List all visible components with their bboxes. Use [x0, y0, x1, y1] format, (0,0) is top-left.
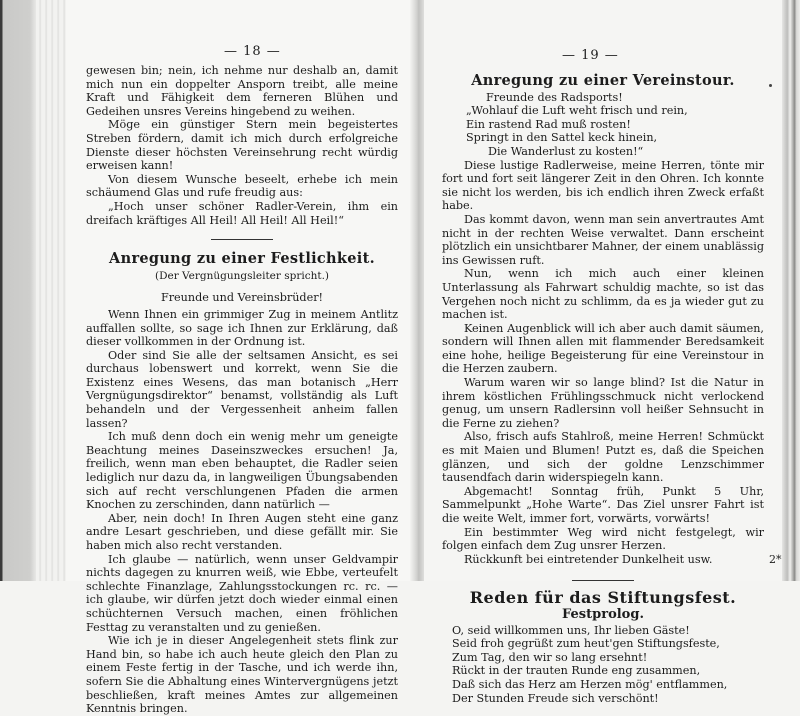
left-page [66, 0, 418, 716]
verse-block [442, 104, 764, 158]
verse-line: Zum Tag, den wir so lang ersehnt! [452, 650, 648, 664]
paragraph: Ich muß denn doch ein wenig mehr um geneigte Beachtung meines Daseinszweckes ersuchen! Ja, freilich, wenn man eben behauptet, die Radler seien lediglich nur dazu da, in langweiligen Übungsabenden sich auf recht verschlungenen Pfaden die armen Knochen zu zerschinden, dann natürlich — [86, 430, 398, 512]
paragraph: Oder sind Sie alle der seltsamen Ansicht, es sei durchaus lobenswert und korrekt, wenn Sie die Existenz eines Wesens, das man botanisch „Herr Vergnügungsdirektor“ benamst, vollständig als Luft behandeln und der Vergessenheit anheim fallen lassen? [86, 348, 398, 430]
section-title: Anregung zu einer Vereinstour. [471, 72, 735, 89]
book-edge-left [0, 0, 36, 581]
salutation: Freunde und Vereinsbrüder! [160, 291, 324, 305]
page-number: — 18 — [224, 44, 281, 59]
right-page-body [442, 74, 764, 705]
page-edges-left [36, 0, 66, 581]
verse-line: Daß sich das Herz am Herzen mög' entflammen, [452, 677, 728, 691]
signature-mark: 2* [769, 553, 782, 566]
paragraph: Ich glaube — natürlich, wenn unser Geldvampir nichts dagegen zu knurren weiß, wie Ebbe, verteufelt schlechte Finanzlage, Zahlungsstockungen rc. rc. — ich glaube, wir dürfen jetzt doch wieder einmal einen schüchternen Versuch machen, einen fröhlichen Festtag zu veranstalten und zu genießen. [86, 552, 398, 634]
prologue-verse [442, 624, 764, 706]
section-title: Anregung zu einer Festlichkeit. [109, 250, 375, 268]
paragraph: Warum waren wir so lange blind? Ist die Natur in ihrem köstlichen Frühlingsschmuck nicht verlockend genug, um unsern Radlersinn voll heißer Sehnsucht in die Ferne zu ziehen? [442, 376, 764, 430]
paragraph: Aber, nein doch! In Ihren Augen steht eine ganz andre Lesart geschrieben, und diese gefällt mir. Sie haben mich also recht verstanden. [86, 511, 398, 552]
verse-line: Die Wanderlust zu kosten!“ [488, 144, 644, 158]
verse-line: O, seid willkommen uns, Ihr lieben Gäste! [452, 623, 690, 637]
paragraph: Wie ich je in dieser Angelegenheit stets flink zur Hand bin, so habe ich auch heute gleich den Plan zu einem Feste fertig in der Tasche, und ich werde ihn, sofern Sie die Abhaltung eines Wintervergnügens jetzt beschließen, kraft meines Amtes zur allgemeinen Kenntnis bringen. [86, 634, 398, 716]
paragraph: Rückkunft bei eintretender Dunkelheit usw. [464, 552, 713, 566]
verse-line: Seid froh gegrüßt zum heut'gen Stiftungsfeste, [452, 637, 720, 651]
section-title: Reden für das Stiftungsfest. [469, 588, 737, 608]
verse-line: Der Stunden Freude sich verschönt! [452, 691, 659, 705]
section-subtitle: Festprolog. [562, 606, 644, 622]
paragraph: Wenn Ihnen ein grimmiger Zug in meinem Antlitz auffallen sollte, so sage ich Ihnen zur Erklärung, daß dieser vollkommen in der Ordnung ist. [86, 307, 398, 349]
salutation: Freunde des Radsports! [486, 90, 623, 104]
paragraph: Möge ein günstiger Stern mein begeistertes Streben fördern, damit ich mich durch erfolgreiche Dienste dieser höchsten Vereinsehrung recht würdig erweisen kann! [86, 118, 398, 173]
paragraph: Von diesem Wunsche beseelt, erhebe ich mein schäumend Glas und rufe freudig aus: [86, 172, 398, 200]
paragraph: Also, frisch aufs Stahlroß, meine Herren! Schmückt es mit Maien und Blumen! Putzt es, daß die Speichen glänzen, und sich der goldne Lenzschimmer tausendfach darin widerspiegeln kann. [442, 430, 764, 485]
paragraph: gewesen bin; nein, ich nehme nur deshalb an, damit mich nun ein doppelter Ansporn treibt, alle meine Kraft und Fähigkeit dem ferneren Blühen und Gedeihen unsres Vereins hingebend zu weihen. [86, 64, 398, 118]
verse-line: Springt in den Sattel keck hinein, [466, 131, 658, 145]
paragraph: Abgemacht! Sonntag früh, Punkt 5 Uhr, Sammelpunkt „Hohe Warte“. Das Ziel unsrer Fahrt ist die weite Welt, immer fort, vorwärts, vorwärts! [442, 484, 764, 525]
verse-line: „Wohlauf die Luft weht frisch und rein, [466, 104, 688, 118]
paragraph: Nun, wenn ich mich auch einer kleinen Unterlassung als Fahrwart schuldig machte, so ist das Vergehen noch nicht zu schlimm, da es ja wieder gut zu machen ist. [442, 267, 764, 322]
page-number: — 19 — [562, 48, 619, 63]
paragraph: Ein bestimmter Weg wird nicht festgelegt, wir folgen einfach dem Zug unsrer Herzen. [442, 525, 764, 553]
left-page-body [86, 64, 398, 716]
paragraph: Das kommt davon, wenn man sein anvertrautes Amt nicht in der rechten Weise verwaltet. Dann erscheint plötzlich ein unsichtbarer Mahner, der einem unablässig ins Gewissen ruft. [442, 212, 764, 267]
paper-speck [769, 84, 772, 87]
verse-line: Ein rastend Rad muß rosten! [466, 117, 631, 131]
verse-line: Rückt in der trauten Runde eng zusammen, [452, 664, 701, 678]
paragraph: Keinen Augenblick will ich aber auch damit säumen, sondern will Ihnen allen mit flammender Beredsamkeit eine hohe, heilige Begeisterung für eine Vereinstour in die Herzen zaubern. [442, 321, 764, 376]
section-subtitle: (Der Vergnügungsleiter spricht.) [154, 269, 330, 282]
book-edge-right [782, 0, 800, 581]
right-page [424, 0, 786, 705]
toast-quote: „Hoch unser schöner Radler-Verein, ihm ein dreifach kräftiges All Heil! All Heil! All Heil!“ [86, 199, 398, 227]
paragraph: Diese lustige Radlerweise, meine Herren, tönte mir fort und fort seit längerer Zeit in den Ohren. Ich konnte sie nicht los werden, bis ich endlich ihren Zweck erfaßt habe. [442, 158, 764, 213]
